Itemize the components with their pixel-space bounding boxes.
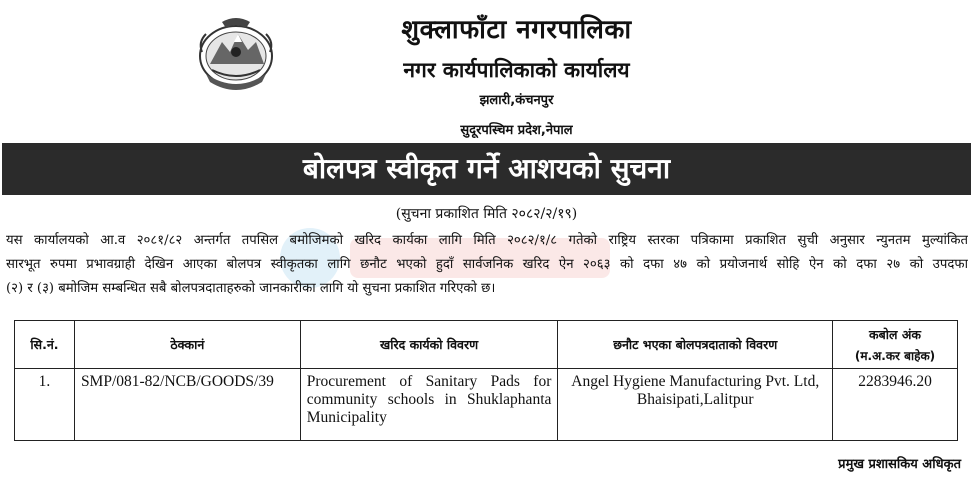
header-bidder: छनौट भएका बोलपत्रदाताको विवरण xyxy=(558,321,833,369)
office-name: नगर कार्यपालिकाको कार्यालय xyxy=(403,58,630,82)
province-name: सुदूरपस्चिम प्रदेश,नेपाल xyxy=(460,123,573,138)
notice-body-line: सारभूत रुपमा प्रभावग्राही देखिन आएका बोलपत्र स्वीकृतका लागि छनौट भएको हुदाँ सार्वजनिक खरिद ऐन २०६३ को दफा ४७ को प्रयोजनार्थ सोहि ऐन को दफा २७ को उपदफा xyxy=(6,257,968,272)
signatory-title: प्रमुख प्रशासकिय अधिकृत xyxy=(838,457,961,472)
notice-title: बोलपत्र स्वीकृत गर्ने आशयको सुचना xyxy=(2,143,971,195)
cell-bidder: Angel Hygiene Manufacturing Pvt. Ltd, Bhaisipati,Lalitpur xyxy=(558,369,833,441)
municipality-name: शुक्लाफाँटा नगरपालिका xyxy=(401,15,632,45)
table-header-row xyxy=(15,321,958,369)
office-address: झलारी,कंचनपुर xyxy=(479,93,554,108)
cell-sn: 1. xyxy=(15,369,75,441)
award-table xyxy=(14,320,958,441)
cell-description: Procurement of Sanitary Pads for community schools in Shuklaphanta Municipality xyxy=(300,369,558,441)
header-amount-label: कबोल अंक xyxy=(869,326,921,342)
header-description: खरिद कार्यको विवरण xyxy=(300,321,558,369)
header-amount-note: (म.अ.कर बाहेक) xyxy=(854,348,936,363)
header-amount xyxy=(833,321,958,369)
header-contract-no: ठेक्कानं xyxy=(74,321,300,369)
notice-body xyxy=(6,229,968,301)
notice-body-line: यस कार्यालयको आ.व २०८१/८२ अन्तर्गत तपसिल बमोजिमको खरिद कार्यका लागि मिति २०८२/१/८ गतेको राष्ट्रिय स्तरका पत्रिकामा प्रकाशित सुची अनुसार न्युनतम मुल्यांकित xyxy=(6,233,968,248)
cell-amount: 2283946.20 xyxy=(833,369,958,441)
table-row xyxy=(15,369,958,441)
cell-contract-no: SMP/081-82/NCB/GOODS/39 xyxy=(74,369,300,441)
notice-body-line: (२) र (३) बमोजिम सम्बन्धित सबै बोलपत्रदाताहरुको जानकारीका लागि यो सुचना प्रकाशित गरिएको छ। xyxy=(6,281,496,296)
header-sn: सि.नं. xyxy=(15,321,75,369)
published-date: (सुचना प्रकाशित मिति २०८२/२/१९) xyxy=(395,206,578,222)
